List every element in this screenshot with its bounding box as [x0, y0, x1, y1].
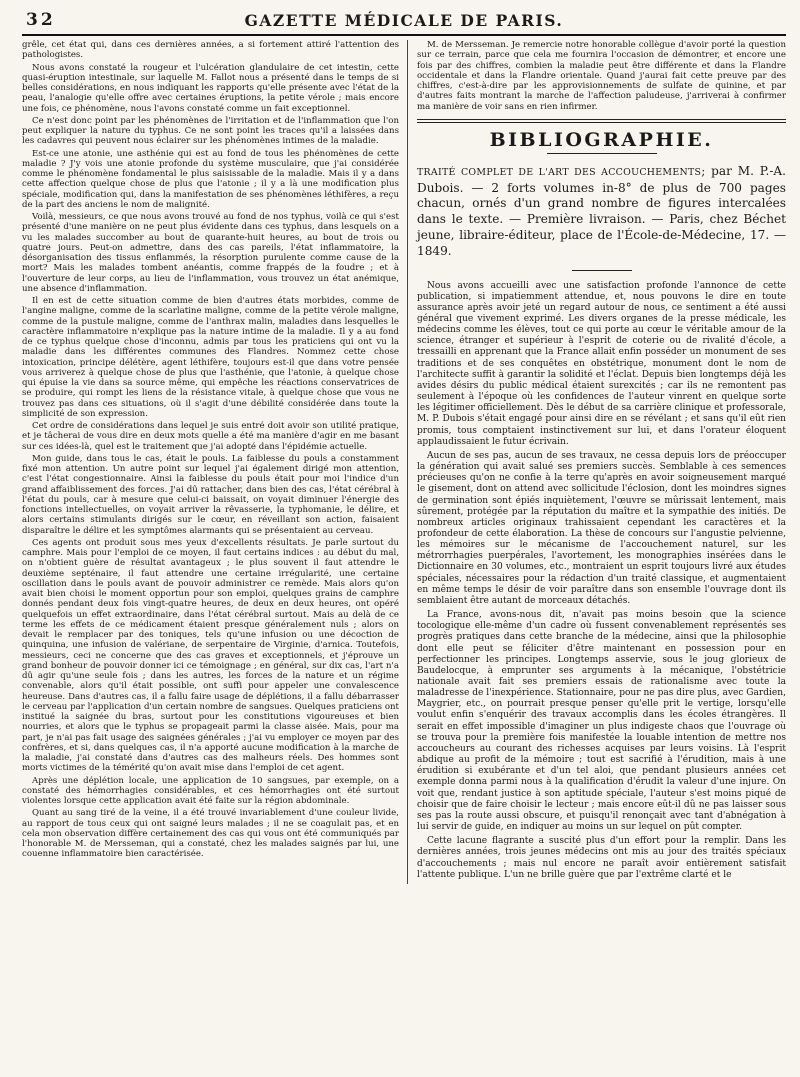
paragraph: Ces agents ont produit sous mes yeux d'excellents résultats. Je parle surtout du camphre. Mais pour l'emploi de ce moyen, il faut certains indices : au début du mal, on n'obtient guère de résultat avantageux ; le plus souvent il faut attendre le deuxième septénaire, il faut attendre une certaine irrégularité, une certaine oscillation dans le pouls avant de pouvoir administrer ce remède. Mais alors qu'on avait bien choisi le moment opportun pour son emploi, quelques grains de camphre donnés pendant deux fois vingt-quatre heures, de deux en deux heures, ont opéré quelquefois un effet extraordinaire, dans l'état cérébral surtout. Mais au delà de ce terme les effets de ce médicament étaient presque généralement nuls ; alors on devait le remplacer par des toniques, tels qu'une infusion ou une décoction de quinquina, une infusion de valériane, de serpentaire de Virginie, d'arnica. Toutefois, messieurs, ceci ne concerne que des cas graves et exceptionnels, et j'éprouve un grand bonheur de pouvoir donner ici ce témoignage ; en général, sur dix cas, l'art n'a dû agir qu'une seule fois ; dans les autres, les forces de la nature et un régime convenable, alors qu'il était possible, ont suffi pour appeler une convalescence heureuse. Dans d'autres cas, il a fallu faire usage de déplétions, il a fallu débarrasser le cerveau par l'application d'un certain nombre de sangsues. Quelques praticiens ont institué la saignée du bras, surtout pour les constitutions vigoureuses et bien nourries, et alors que le typhus se propageait parmi la classe aisée. Mais, pour ma part, je n'ai pas fait usage des saignées générales ; j'ai vu employer ce moyen par des confrères, et si, dans quelques cas, il n'a apporté aucune modification à la marche de la maladie, j'ai constaté dans d'autres cas des malheurs réels. Des hommes sont morts victimes de la témérité qu'on avait mise dans l'emploi de cet agent. — [22, 537, 399, 774]
masthead — [22, 8, 786, 36]
right-column — [408, 40, 786, 884]
paragraph: Nous avons accueilli avec une satisfaction profonde l'annonce de cette publication, si impatiemment attendue, et, nous pouvons le dire en toute assurance après avoir jeté un regard autour de nous, ce sentiment a été aussi général que vivement exprimé. Les divers organes de la presse médicale, les médecins comme les élèves, tout ce qui porte au cœur le véritable amour de la science, étranger et supérieur à l'esprit de coterie ou de rivalité d'école, a tressailli en apprenant que la France allait enfin posséder un monument de ses traditions et de ses conquêtes en obstétrique, monument dont le nom de l'architecte suffit à garantir la solidité et l'éclat. Depuis bien longtemps déjà les avides désirs du public médical étaient surexcités ; car ils ne remontent pas seulement à l'époque où les confidences de l'auteur vinrent en quelque sorte les légitimer officiellement. Dès le début de sa carrière clinique et professorale, M. P. Dubois s'était engagé pour ainsi dire en se révélant ; et sans qu'il eût rien promis, tous comptaient instinctivement sur lui, et dans l'orateur éloquent applaudissaient le futur écrivain. — [417, 280, 786, 447]
paragraph: Est-ce une atonie, une asthénie qui est au fond de tous les phénomènes de cette maladie ? J'y vois une atonie profonde du système musculaire, que j'ai considérée comme le phénomène fondamental le plus saisissable de la maladie. Mais il y a dans cette affection quelque chose de plus que l'atonie ; il y a là une modification plus spéciale, modification qui, dans la manifestation de ses phénomènes léthifères, a reçu de la part des anciens le nom de malignité. — [22, 148, 399, 210]
paragraph: Aucun de ses pas, aucun de ses travaux, ne cessa depuis lors de préoccuper la génération qui avait salué ses premiers succès. Semblable à ces semences précieuses qu'on ne confie à la terre qu'après en avoir soigneusement marqué le gisement, dont on attend avec sollicitude l'éclosion, dont les moindres signes de germination sont épiés inquiètement, l'œuvre se mûrissait lentement, mais sûrement, protégée par la réputation du maître et la sympathie des initiés. De nombreux articles originaux trahissaient cependant les caractères et la profondeur de cette élaboration. La thèse de concours sur l'angustie pelvienne, les mémoires sur le mécanisme de l'accouchement naturel, sur les métrorrhagies puerpérales, l'avortement, les monographies insérées dans le Dictionnaire en 30 volumes, etc., montraient un esprit toujours livré aux études spéciales, nécessaires pour la rédaction d'un traité classique, et augmentaient en même temps le désir de voir paraître dans son ensemble l'ouvrage dont ils semblaient être autant de morceaux détachés. — [417, 450, 786, 606]
page-number: 32 — [26, 10, 56, 30]
intro-paragraph: M. de Mersseman. Je remercie notre honorable collègue d'avoir porté la question sur ce terrain, parce que cela me fournira l'occasion de démontrer, et encore une fois par des chiffres, combien la maladie peut être différente et dans la Flandre occidentale et dans la Flandre orientale. Quand j'aurai fait cette preuve par des chiffres, c'est-à-dire par les approvisionnements de sulfate de quinine, et par d'autres faits montrant la marche de l'affection paludeuse, j'arriverai à confirmer ma manière de voir sans en rien infirmer. — [417, 40, 786, 112]
paragraph: Ce n'est donc point par les phénomènes de l'irritation et de l'inflammation que l'on peut expliquer la nature du typhus. Ce ne sont point les traces qu'il a laissées dans les cadavres qui peuvent nous éclairer sur les phénomènes intimes de la maladie. — [22, 115, 399, 147]
paragraph: grêle, cet état qui, dans ces dernières années, a si fortement attiré l'attention des pathologistes. — [22, 40, 399, 61]
paragraph: Après une déplétion locale, une application de 10 sangsues, par exemple, on a constaté des hémorrhagies considérables, et ces hémorrhagies ont été surtout violentes lorsque cette application avait été faite sur la région abdominale. — [22, 775, 399, 806]
paragraph: Mon guide, dans tous le cas, était le pouls. La faiblesse du pouls a constamment fixé mon attention. Un autre point sur lequel j'ai également dirigé mon attention, c'est l'état congestionnaire. Ainsi la faiblesse du pouls était pour moi l'indice d'un grand affaiblissement des forces. J'ai dû rattacher, dans bien des cas, l'état cérébral à l'état du pouls, car à mesure que celui-ci baissait, on voyait diminuer l'énergie des fonctions intellectuelles, on voyait arriver la rêvasserie, la typhomanie, le délire, et alors certains stimulants dirigés sur le cœur, en réveillant son action, faisaient disparaître le délire et les symptômes alarmants qui se présentaient au cerveau. — [22, 453, 399, 536]
paragraph: Nous avons constaté la rougeur et l'ulcération glandulaire de cet intestin, cette quasi-éruption intestinale, sur laquelle M. Fallot nous a présenté dans le temps de si belles considérations, en nous indiquant les rapports qu'elle présente avec l'état de la peau, l'analogie qu'elle offre avec certaines éruptions, la petite vérole ; mais encore une fois, ce phénomène, nous l'avons constaté comme un fait exceptionnel. — [22, 62, 399, 114]
paragraph: La France, avons-nous dit, n'avait pas moins besoin que la science tocologique elle-même d'un cadre où fussent convenablement représentés ses progrès pratiques dans cette branche de la médecine, ainsi que la philosophie dont elle peut se féliciter d'être maintenant en possession pour en perfectionner les principes. Longtemps asservie, sous le joug glorieux de Baudelocque, à emprunter ses arguments à la mécanique, l'obstétricie nationale avait fait ses premiers essais de rationalisme avec toute la maladresse de l'inexpérience. Stationnaire, pour ne pas dire plus, avec Gardien, Maygrier, etc., on pourrait presque penser qu'elle prit le vertige, lorsqu'elle voulut enfin s'enquérir des travaux accomplis dans les écoles étrangères. Il serait en effet impossible d'imaginer un plus indigeste chaos que l'ouvrage où se trouva pour la première fois manifestée la louable intention de mettre nos accoucheurs au courant des richesses acquises par leurs voisins. Là l'esprit abdique au profit de la mémoire ; tout est sacrifié à l'érudition, mais à une érudition si exubérante et d'un tel aloi, que pendant plusieurs années cet exemple donna parmi nous à la qualification d'érudit la valeur d'une injure. On voit que, rendant justice à son aptitude spéciale, l'auteur s'est moins piqué de choisir que de faire choisir le lecteur ; mais encore eût-il dû ne pas laisser sous ses pas la route aussi obscure, et puisqu'il renonçait avec tant d'abnégation à lui servir de guide, en indiquer au moins un sur lequel on pût compter. — [417, 610, 786, 833]
paragraph: Voilà, messieurs, ce que nous avons trouvé au fond de nos typhus, voilà ce qui s'est présenté d'une manière on ne peut plus évidente dans ces typhus, dans lesquels on a vu les malades succomber au bout de quarante-huit heures, au bout de trois ou quatre jours. Peut-on admettre, dans des cas pareils, l'état inflammatoire, la désorganisation des tissus enflammés, la résorption purulente comme cause de la mort? Mais les malades tombent anéantis, comme frappés de la foudre ; et à l'ouverture de leur corps, au lieu de l'inflammation, vous trouvez un état anémique, une absence d'inflammation. — [22, 212, 399, 294]
section-divider — [417, 119, 786, 123]
journal-title: GAZETTE MÉDICALE DE PARIS. — [244, 11, 564, 30]
book-title: TRAITÉ COMPLET DE L'ART DES ACCOUCHEMENTS — [417, 166, 702, 178]
left-column — [22, 40, 408, 884]
columns — [22, 40, 786, 884]
section-title: BIBLIOGRAPHIE. — [489, 128, 714, 151]
paragraph: Cet ordre de considérations dans lequel je suis entré doit avoir son utilité pratique, et je tâcherai de vous dire en deux mots quelle a été ma manière d'agir en me basant sur ces idées-là, quel est le traitement que j'ai adopté dans l'épidémie actuelle. — [22, 421, 399, 452]
paragraph: Cette lacune flagrante a suscité plus d'un effort pour la remplir. Dans les dernières années, trois jeunes médecins ont mis au jour des traités spéciaux d'accouchements ; mais nul encore ne paraît avoir entièrement satisfait l'attente publique. L'un ne brille guère que par l'extrême clarté et le — [417, 836, 786, 880]
paragraph: Il en est de cette situation comme de bien d'autres états morbides, comme de l'angine maligne, comme de la scarlatine maligne, comme de la petite vérole maligne, comme de la pustule maligne, comme de l'anthrax malin, maladies dans lesquelles le caractère inflammatoire n'explique pas la nature intime de la maladie. Il y a au fond de ce typhus quelque chose d'inconnu, admis par tous les praticiens qui ont vu la maladie dans les différentes communes des Flandres. Nommez cette chose intoxication, principe délétère, agent léthifère, toujours est-il que dans votre pensée vous arriverez à quelque chose de plus que l'asthénie, que l'atonie, à quelque chose qui épuise la vie dans sa source même, qui empêche les réactions conservatrices de se produire, qui rompt les liens de la résistance vitale, à quelque chose que vous ne trouvez pas dans ces situations, où il s'agit d'une débilité considérée dans toute la simplicité de son expression. — [22, 296, 399, 419]
title-underline — [547, 153, 657, 154]
heading-rule — [572, 270, 632, 271]
book-details: ; par M. P.-A. Dubois. — 2 forts volumes in-8° de plus de 700 pages chacun, ornés d'un grand nombre de figures intercalées dans le texte. — Première livraison. — Paris, chez Béchet jeune, libraire-éditeur, place de l'École-de-Médecine, 17. — 1849. — [417, 163, 787, 258]
paragraph: Quant au sang tiré de la veine, il a été trouvé invariablement d'une couleur livide, au rapport de tous ceux qui ont saigné leurs malades ; il ne se coagulait pas, et en cela mon observation diffère certainement des cas qui vous ont été communiqués par l'honorable M. de Mersseman, qui a constaté, chez les malades saignés par lui, une couenne inflammatoire bien caractérisée. — [22, 808, 399, 860]
book-heading — [417, 164, 786, 260]
